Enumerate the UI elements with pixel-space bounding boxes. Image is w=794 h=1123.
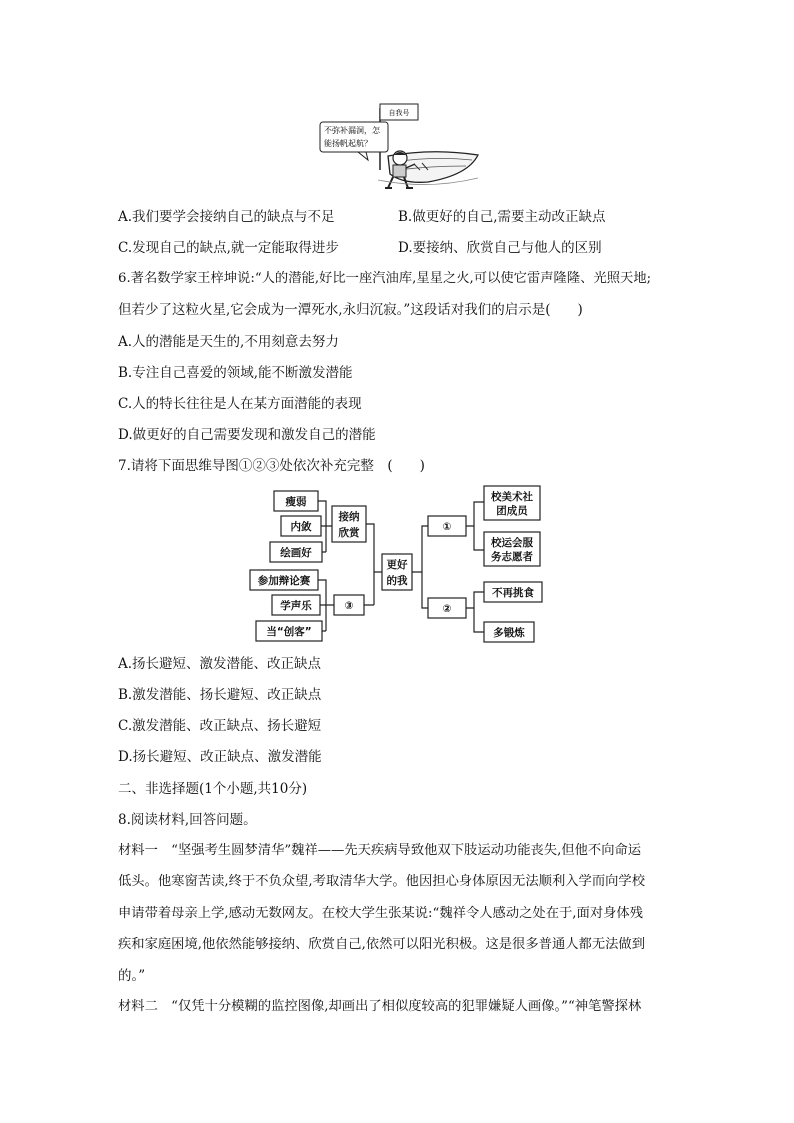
mm-left-top-3: 绘画好 xyxy=(280,547,312,559)
q8-stem: 8.阅读材料,回答问题。 xyxy=(118,812,257,828)
q8-material1-line2: 低头。他寒窗苦读,终于不负众望,考取清华大学。他因担心身体原因无法顺利入学而向学校 xyxy=(118,874,646,889)
q8-material1-line3: 申请带着母亲上学,感动无数网友。在校大学生张某说:“魏祥令人感动之处在于,面对身体残 xyxy=(118,906,644,921)
mm-right-bottom-2: 多锻炼 xyxy=(493,627,525,639)
q6-option-d: D.做更好的自己需要发现和激发自己的潜能 xyxy=(118,427,376,443)
q6-option-b: B.专注自己喜爱的领域,能不断激发潜能 xyxy=(118,365,353,381)
mm-right-top1-line2: 团成员 xyxy=(496,505,528,517)
speech-text-2: 能扬帆起航？ xyxy=(324,139,372,148)
mm-blank-2: ② xyxy=(442,603,452,615)
mm-right-top2-line2: 务志愿者 xyxy=(491,551,533,563)
q5-option-d: D.要接纳、欣赏自己与他人的区别 xyxy=(398,240,602,256)
q6-option-a: A.人的潜能是天生的,不用刻意去努力 xyxy=(118,334,339,350)
q5-option-a: A.我们要学会接纳自己的缺点与不足 xyxy=(118,209,335,225)
mm-left-bottom-3: 当“创客” xyxy=(266,626,312,638)
boat-cartoon-illustration xyxy=(318,100,480,192)
q5-option-c: C.发现自己的缺点,就一定能取得进步 xyxy=(118,240,339,256)
mm-center-line2: 的我 xyxy=(386,575,408,587)
q8-material1-line1: 材料一 “坚强考生圆梦清华”魏祥——先天疾病导致他双下肢运动功能丧失,但他不向命运 xyxy=(118,843,642,858)
mm-right-bottom-1: 不再挑食 xyxy=(492,587,534,599)
mm-accept-line2: 欣赏 xyxy=(338,527,360,539)
mm-left-top-2: 内敛 xyxy=(290,521,312,533)
section-heading: 二、非选择题(1个小题,共10分) xyxy=(118,781,308,797)
mm-left-top-1: 瘦弱 xyxy=(285,496,307,508)
q7-option-c: C.激发潜能、改正缺点、扬长避短 xyxy=(118,718,322,734)
q7-option-b: B.激发潜能、扬长避短、改正缺点 xyxy=(118,687,322,703)
q8-material2-line1: 材料二 “仅凭十分模糊的监控图像,却画出了相似度较高的犯罪嫌疑人画像。”“神笔警探林 xyxy=(118,999,642,1014)
mind-map-diagram xyxy=(248,484,546,646)
q6-stem-line1: 6.著名数学家王梓坤说:“人的潜能,好比一座汽油库,星星之火,可以使它雷声隆隆、光照天地; xyxy=(118,271,652,286)
mm-right-top1-line1: 校美术社 xyxy=(491,491,533,503)
mm-blank-1: ① xyxy=(442,521,452,533)
mm-blank-3: ③ xyxy=(344,600,354,612)
mm-right-top2-line1: 校运会服 xyxy=(491,537,533,549)
flag-text: 自我号 xyxy=(388,109,410,117)
q8-material1-line4: 疾和家庭困境,他依然能够接纳、欣赏自己,依然可以阳光积极。这是很多普通人都无法做到 xyxy=(118,937,646,952)
mm-center-line1: 更好 xyxy=(386,559,408,571)
q6-option-c: C.人的特长往往是人在某方面潜能的表现 xyxy=(118,396,362,412)
mm-accept-line1: 接纳 xyxy=(338,511,360,523)
q7-option-a: A.扬长避短、激发潜能、改正缺点 xyxy=(118,656,322,672)
q6-stem-line2: 但若少了这粒火星,它会成为一潭死水,永归沉寂。”这段话对我们的启示是( ) xyxy=(118,302,583,318)
mm-left-bottom-2: 学声乐 xyxy=(280,600,312,612)
speech-text-1: 不弥补漏洞，怎 xyxy=(324,126,380,135)
q7-option-d: D.扬长避短、改正缺点、激发潜能 xyxy=(118,749,322,765)
q5-option-b: B.做更好的自己,需要主动改正缺点 xyxy=(398,209,606,225)
q7-stem: 7.请将下面思维导图①②③处依次补充完整 ( ) xyxy=(118,458,425,474)
mm-left-bottom-1: 参加辩论赛 xyxy=(257,575,311,587)
q8-material1-line5: 的。” xyxy=(118,968,146,984)
